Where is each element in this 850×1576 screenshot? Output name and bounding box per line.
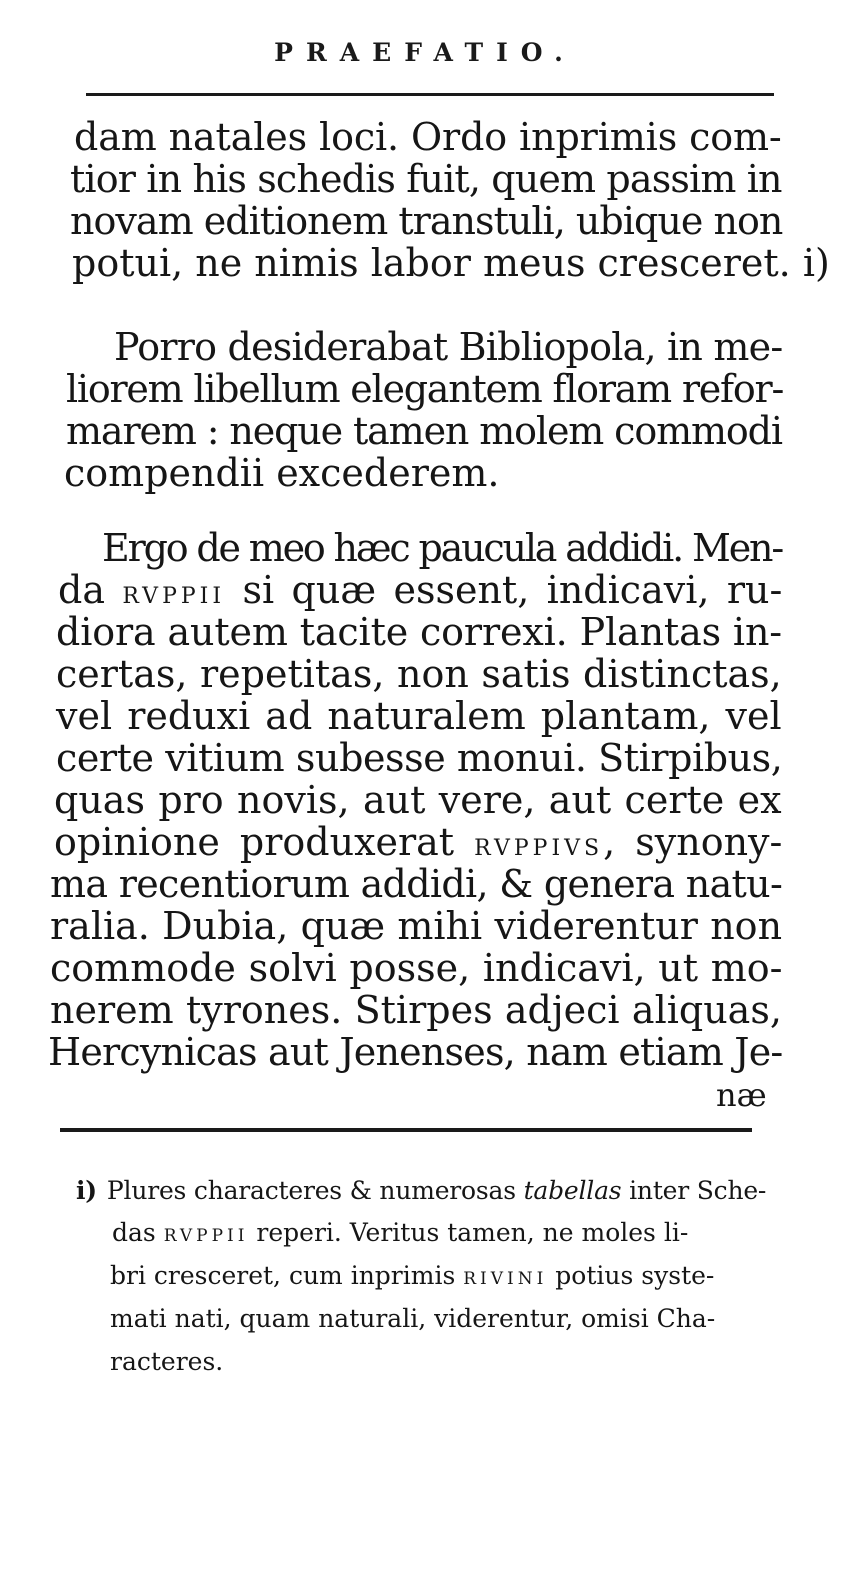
text-segment: Plures characteres & numerosas xyxy=(106,1176,524,1205)
text-line: liorem libellum elegantem floram refor- xyxy=(66,367,784,411)
author-name-smallcaps: RVPPII xyxy=(122,584,226,609)
text-line: Porro desiderabat Bibliopola, in me- xyxy=(114,325,783,369)
text-line: Hercynicas aut Jenenses, nam etiam Je- xyxy=(48,1030,783,1074)
text-line: vel reduxi ad naturalem plantam, vel xyxy=(56,694,782,738)
text-line: diora autem tacite correxi. Plantas in- xyxy=(56,610,782,654)
text-segment: inter Sche- xyxy=(621,1176,767,1205)
text-line: novam editionem transtuli, ubique non xyxy=(70,199,783,243)
text-line: commode solvi posse, indicavi, ut mo- xyxy=(50,946,783,990)
footnote-line xyxy=(110,1261,714,1294)
text-segment: bri cresceret, cum inprimis xyxy=(110,1261,464,1290)
text-line: quas pro novis, aut vere, aut certe ex xyxy=(54,778,782,822)
text-line: marem : neque tamen molem commodi xyxy=(66,409,782,453)
author-name-smallcaps: RVPPII xyxy=(163,1226,249,1246)
text-line: tior in his schedis fuit, quem passim in xyxy=(70,157,782,201)
footnote-line xyxy=(76,1176,766,1206)
text-line: Ergo de meo hæc paucula addidi. Men- xyxy=(102,526,783,570)
text-line: potui, ne nimis labor meus cresceret. i) xyxy=(72,241,830,285)
text-line: certas, repetitas, non satis distinctas, xyxy=(56,652,782,696)
text-line: compendii excederem. xyxy=(64,451,500,495)
text-segment: opinione produxerat xyxy=(54,820,475,864)
text-line: ralia. Dubia, quæ mihi viderentur non xyxy=(50,904,783,948)
text-line: dam natales loci. Ordo inprimis com- xyxy=(74,115,782,159)
text-line: nerem tyrones. Stirpes adjeci aliquas, xyxy=(50,988,782,1032)
text-segment: , synony- xyxy=(603,820,783,864)
text-segment: si quæ essent, indicavi, ru- xyxy=(225,568,783,612)
italic-term: tabellas xyxy=(523,1176,622,1205)
running-header: PRAEFATIO. xyxy=(274,38,576,67)
header-rule xyxy=(86,93,774,96)
catchword: næ xyxy=(716,1076,767,1114)
footnote-rule xyxy=(60,1128,752,1132)
text-line: ma recentiorum addidi, & genera natu- xyxy=(50,862,783,906)
text-segment: reperi. Veritus tamen, ne moles li- xyxy=(248,1218,689,1247)
author-name-smallcaps: RVPPIVS xyxy=(474,836,604,861)
author-name-smallcaps: RIVINI xyxy=(463,1269,548,1289)
footnote-line xyxy=(112,1218,688,1251)
text-segment: da xyxy=(58,568,123,612)
footnote-line: racteres. xyxy=(110,1347,224,1376)
footnote-marker: i) xyxy=(76,1176,97,1205)
text-segment: das xyxy=(112,1218,164,1247)
text-line: certe vitium subesse monui. Stirpibus, xyxy=(56,736,783,780)
footnote-line: mati nati, quam naturali, viderentur, omisi Cha- xyxy=(110,1304,716,1333)
text-segment: potius syste- xyxy=(547,1261,715,1290)
